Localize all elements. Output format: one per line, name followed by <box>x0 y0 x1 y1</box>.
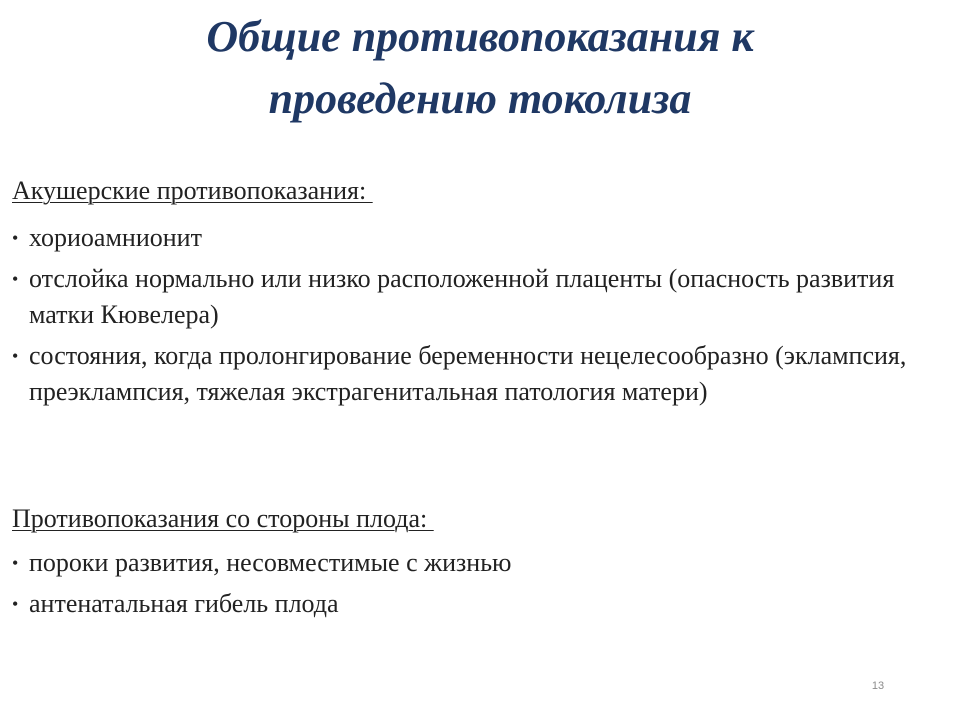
list-item-text: хориоамнионит <box>29 223 202 252</box>
list-item <box>12 220 942 256</box>
bullet-icon: • <box>12 269 19 289</box>
bullet-icon: • <box>12 228 19 248</box>
list-item-text: пороки развития, несовместимые с жизнью <box>29 548 512 577</box>
fetal-contraindications-list <box>12 545 942 622</box>
list-item <box>12 338 942 410</box>
page-number: 13 <box>871 680 885 692</box>
list-item <box>12 545 942 581</box>
list-item-text: антенатальная гибель плода <box>29 589 339 618</box>
bullet-icon: • <box>12 553 19 573</box>
list-item <box>12 586 942 622</box>
list-item-text: состояния, когда пролонгирование беременности нецелесообразно (эклампсия, преэклампсия, тяжелая экстрагенитальная патология матери) <box>29 341 907 406</box>
fetal-contraindications-heading: Противопоказания со стороны плода: <box>12 504 434 533</box>
slide-title-line-1: Общие противопоказания к <box>206 12 754 61</box>
bullet-icon: • <box>12 346 19 366</box>
slide-title-line-2: проведению токолиза <box>268 74 692 123</box>
obstetric-contraindications-list <box>12 220 942 410</box>
list-item <box>12 261 942 333</box>
slide-title <box>0 6 960 130</box>
obstetric-contraindications-heading: Акушерские противопоказания: <box>12 176 373 205</box>
list-item-text: отслойка нормально или низко расположенной плаценты (опасность развития матки Кювелера) <box>29 264 895 329</box>
bullet-icon: • <box>12 594 19 614</box>
